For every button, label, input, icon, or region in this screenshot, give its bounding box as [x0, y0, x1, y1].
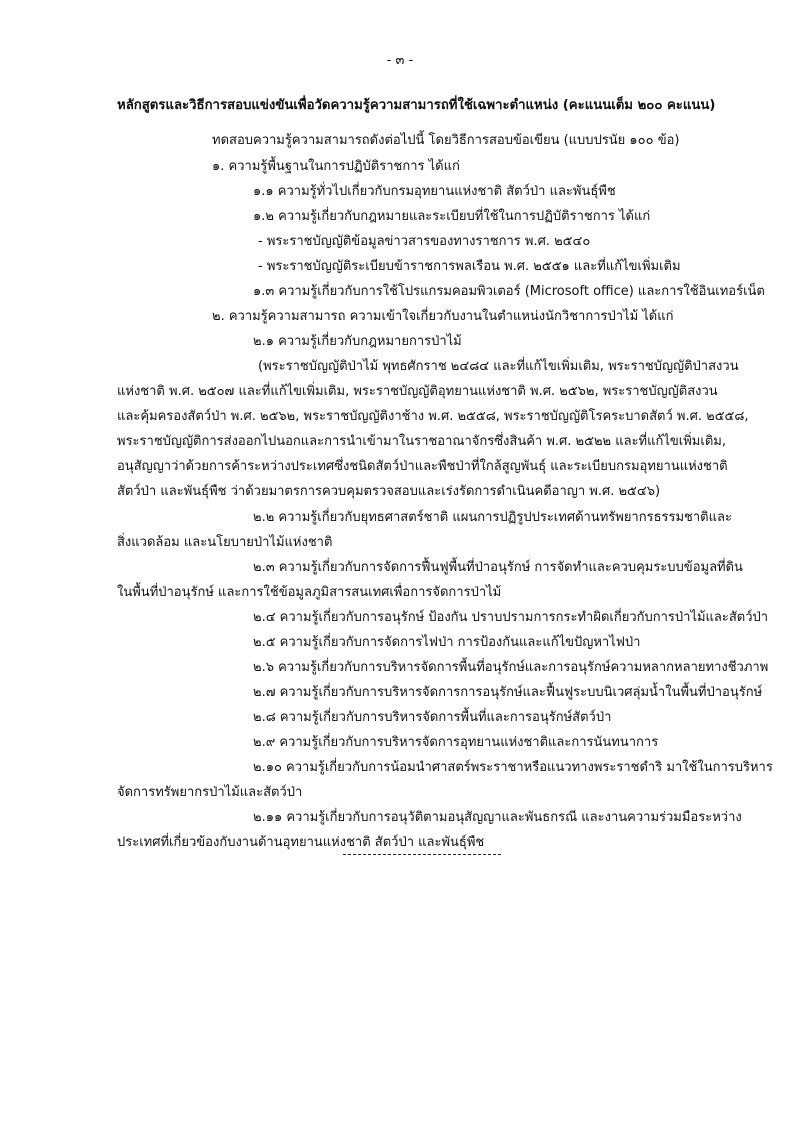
item-2-1-laws-line: แห่งชาติ พ.ศ. ๒๕๐๗ และที่แก้ไขเพิ่มเติม, พระราชบัญญัติอุทยานแห่งชาติ พ.ศ. ๒๕๖๒, พระราชบัญญัติสงวน	[117, 384, 718, 399]
document-title: หลักสูตรและวิธีการสอบแข่งขันเพื่อวัดความรู้ความสามารถที่ใช้เฉพาะตำแหน่ง (คะแนนเต็ม ๒๐๐ คะแนน)	[117, 98, 716, 113]
item-2-4: ๒.๔ ความรู้เกี่ยวกับการอนุรักษ์ ป้องกัน ปราบปรามการกระทำผิดเกี่ยวกับการป่าไม้และสัตว์ป่า	[253, 610, 769, 625]
item-2-7: ๒.๗ ความรู้เกี่ยวกับการบริหารจัดการการอนุรักษ์และฟื้นฟูระบบนิเวศลุ่มน้ำในพื้นที่ป่าอนุรักษ์	[253, 685, 763, 700]
item-1-2: ๑.๒ ความรู้เกี่ยวกับกฎหมายและระเบียบที่ใช้ในการปฏิบัติราชการ ได้แก่	[253, 209, 651, 224]
item-2-1-laws-line: อนุสัญญาว่าด้วยการค้าระหว่างประเทศซึ่งชนิดสัตว์ป่าและพืชป่าที่ใกล้สูญพันธุ์ และระเบียบกรมอุทยานแห่งชาติ	[117, 459, 728, 474]
item-2-3-line: ๒.๓ ความรู้เกี่ยวกับการจัดการฟื้นฟูพื้นที่ป่าอนุรักษ์ การจัดทำและควบคุมระบบข้อมูลที่ดิน	[253, 560, 743, 575]
section-2-heading: ๒. ความรู้ความสามารถ ความเข้าใจเกี่ยวกับงานในตำแหน่งนักวิชาการป่าไม้ ได้แก่	[212, 309, 674, 324]
item-2-3-line: ในพื้นที่ป่าอนุรักษ์ และการใช้ข้อมูลภูมิสารสนเทศเพื่อการจัดการป่าไม้	[117, 585, 502, 600]
item-1-3: ๑.๓ ความรู้เกี่ยวกับการใช้โปรแกรมคอมพิวเตอร์ (Microsoft office) และการใช้อินเทอร์เน็ต	[253, 284, 765, 299]
item-1-2-law-a: - พระราชบัญญัติข้อมูลข่าวสารของทางราชการ พ.ศ. ๒๕๔๐	[258, 234, 591, 249]
item-2-1-laws-line: และคุ้มครองสัตว์ป่า พ.ศ. ๒๕๖๒, พระราชบัญญัติงาช้าง พ.ศ. ๒๕๕๘, พระราชบัญญัติโรคระบาดสัตว์ พ.ศ. ๒๕๕๘,	[117, 409, 749, 424]
item-1-1: ๑.๑ ความรู้ทั่วไปเกี่ยวกับกรมอุทยานแห่งชาติ สัตว์ป่า และพันธุ์พืช	[253, 184, 616, 199]
item-2-8: ๒.๘ ความรู้เกี่ยวกับการบริหารจัดการพื้นที่และการอนุรักษ์สัตว์ป่า	[253, 710, 612, 725]
item-1-2-law-b: - พระราชบัญญัติระเบียบข้าราชการพลเรือน พ.ศ. ๒๕๕๑ และที่แก้ไขเพิ่มเติม	[258, 259, 681, 274]
item-2-1-laws-line: พระราชบัญญัติการส่งออกไปนอกและการนำเข้ามาในราชอาณาจักรซึ่งสินค้า พ.ศ. ๒๕๒๒ และที่แก้ไขเพิ่มเติม,	[117, 434, 726, 449]
item-2-1-laws-line: สัตว์ป่า และพันธุ์พืช ว่าด้วยมาตรการควบคุมตรวจสอบและเร่งรัดการดำเนินคดีอาญา พ.ศ. ๒๕๔๖)	[117, 484, 661, 499]
item-2-11-line: ๒.๑๑ ความรู้เกี่ยวกับการอนุวัติตามอนุสัญญาและพันธกรณี และงานความร่วมมือระหว่าง	[253, 810, 742, 825]
item-2-5: ๒.๕ ความรู้เกี่ยวกับการจัดการไฟป่า การป้องกันและแก้ไขปัญหาไฟป่า	[253, 635, 641, 650]
item-2-1-laws-line: (พระราชบัญญัติป่าไม้ พุทธศักราช ๒๔๘๔ และที่แก้ไขเพิ่มเติม, พระราชบัญญัติป่าสงวน	[258, 359, 739, 374]
item-2-2-line: สิ่งแวดล้อม และนโยบายป่าไม้แห่งชาติ	[117, 535, 333, 550]
item-2-11-line: ประเทศที่เกี่ยวข้องกับงานด้านอุทยานแห่งชาติ สัตว์ป่า และพันธุ์พืช	[117, 835, 485, 850]
item-2-10-line: ๒.๑๐ ความรู้เกี่ยวกับการน้อมนำศาสตร์พระราชาหรือแนวทางพระราชดำริ มาใช้ในการบริหาร	[253, 760, 773, 775]
item-2-9: ๒.๙ ความรู้เกี่ยวกับการบริหารจัดการอุทยานแห่งชาติและการนันทนาการ	[253, 735, 659, 750]
item-2-1: ๒.๑ ความรู้เกี่ยวกับกฎหมายการป่าไม้	[253, 334, 462, 349]
page-number: - ๓ -	[386, 53, 414, 68]
intro-text: ทดสอบความรู้ความสามารถดังต่อไปนี้ โดยวิธีการสอบข้อเขียน (แบบปรนัย ๑๐๐ ข้อ)	[212, 133, 680, 148]
item-2-6: ๒.๖ ความรู้เกี่ยวกับการบริหารจัดการพื้นที่อนุรักษ์และการอนุรักษ์ความหลากหลายทางชีวภาพ	[253, 660, 769, 675]
section-1-heading: ๑. ความรู้พื้นฐานในการปฏิบัติราชการ ได้แก่	[212, 159, 460, 174]
item-2-10-line: จัดการทรัพยากรป่าไม้และสัตว์ป่า	[117, 785, 303, 800]
end-divider	[343, 854, 501, 855]
item-2-2-line: ๒.๒ ความรู้เกี่ยวกับยุทธศาสตร์ชาติ แผนการปฏิรูปประเทศด้านทรัพยากรธรรมชาติและ	[253, 510, 732, 525]
